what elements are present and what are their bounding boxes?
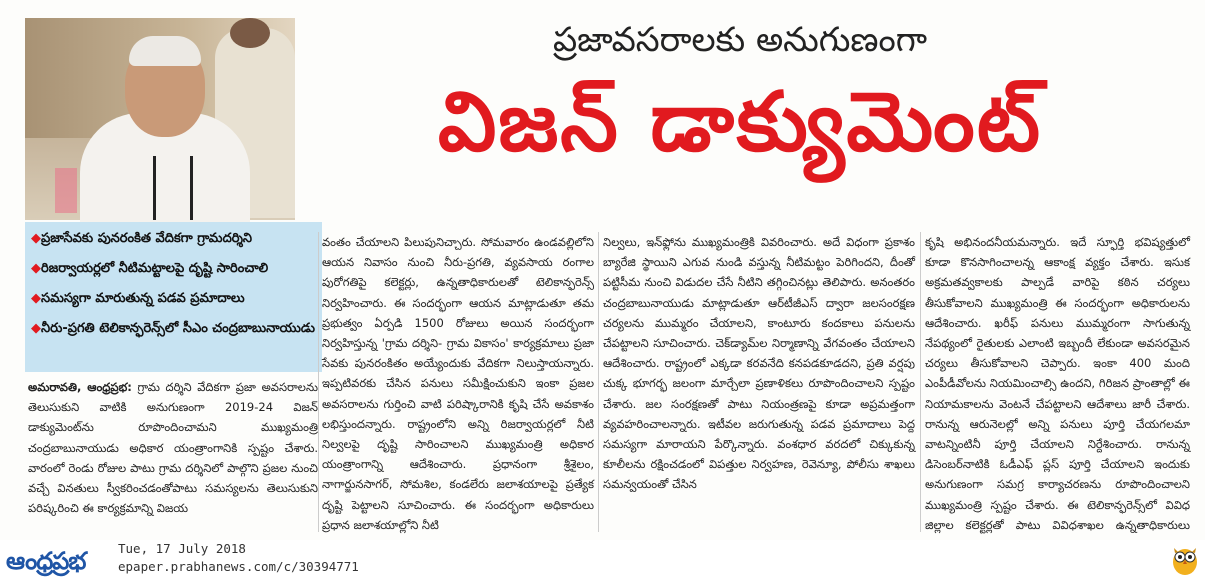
edition-date: Tue, 17 July 2018 [118,541,246,556]
clip-url[interactable]: epaper.prabhanews.com/c/30394771 [118,559,359,574]
microphone [190,156,193,220]
bullet-icon: ◆ [31,261,41,276]
highlight-item: ◆సమస్యగా మారుతున్న పడవ ప్రమాదాలు [31,291,245,306]
column-divider [598,232,599,532]
article-text: నిల్వలు, ఇన్‌ఫ్లో‌ను ముఖ్యమంత్రికి వివరించారు. అదే విధంగా ప్రకాశం బ్యారేజి స్థాయిని ఎగువ నుండి వస్తున్న నీటిమట్టం పెరిగిందని, దీంతో పట్టిసీమ నుంచి విడుదల చేసే నీటిని తగ్గించినట్లు తెలిపారు. అనంతరం చంద్రబాబునాయుడు మాట్లాడుతూ ఆర్‌టీజీఎస్ ద్వారా జలసంరక్షణ చర్యలను ముమ్మరం చేయాలని, కాంటూరు కందకాలు పనులను చేపట్టాలని సూచించారు. చెక్‌డ్యామ్‌ల నిర్మాణాన్ని వేగవంతం చేయాలని ఆదేశించారు. రాష్ట్రంలో ఎక్కడా కరవనేది కనపడకూడదని, ప్రతి వర్షపు చుక్క భూగర్భ జలంగా మార్చేలా ప్రణాళికలు రూపొందించాలని స్పష్టం చేశారు. జల సంరక్షణతో పాటు నియంత్రణపై కూడా అప్రమత్తంగా వ్యవహరించాలన్నారు. ఇటీవల జరుగుతున్న పడవ ప్రమాదాలు పెద్ద సమస్యగా మారాయని పేర్కొన్నారు. వంశధార వరదలో చిక్కుకున్న కూలీలను రక్షించడంలో విపత్తుల నిర్వహణ, రెవెన్యూ, పోలీసు శాఖలు సమన్వయంతో చేసిన [603,235,915,492]
article-kicker: ప్రజావసరాలకు అనుగుణంగా [552,20,928,60]
article-headline: విజన్ డాక్యుమెంట్ [437,75,1043,170]
article-text: గ్రామ దర్శిని వేదికగా ప్రజా అవసరాలను తెలుసుకుని వాటికి అనుగుణంగా 2019-24 విజన్ డాక్యుమెంట్‌ను రూపొందించామని ముఖ్యమంత్రి చంద్రబాబునాయుడు అధికార యంత్రాంగానికి స్పష్టం చేశారు. వారంలో రెండు రోజుల పాటు గ్రామ దర్శినిలో పాల్గొని ప్రజల నుంచి వచ్చే వినతులు స్వీకరించడంతోపాటు సమస్యలను తెలుసుకుని పరిష్కరించి ఈ కార్యక్రమాన్ని విజయ [28,380,318,516]
microphone [153,156,156,220]
article-text: కృషి అభినందనీయమన్నారు. ఇదే స్ఫూర్తి భవిష్యత్తులో కూడా కొనసాగించాలన్న ఆకాంక్ష వ్యక్తం చేశారు. ఇసుక అక్రమతవ్వకాలకు పాల్పడే వారిపై కఠిన చర్యలు తీసుకోవాలని ముఖ్యమంత్రి ఈ సందర్భంగా అధికారులను ఆదేశించారు. ఖరీఫ్ పనులు ముమ్మరంగా సాగుతున్న నేపథ్యంలో రైతులకు ఎలాంటి ఇబ్బందీ లేకుండా అవసరమైన చర్యలు తీసుకోవాలని చెప్పారు. ఇంకా 400 మంది ఎంపీడీవోలను నియమించాల్సి ఉందని, గిరిజన ప్రాంతాల్లో ఈ నియామకాలను వెంటనే చేపట్టాలని ఆదేశాలు జారీ చేశారు. రానున్న ఆరునెలల్లో అన్ని పనులు పూర్తి చేయగలమా వాటన్నింటినీ పూర్తి చేయాలని నిర్దేశించారు. రానున్న డిసెంబర్‌నాటికి ఓడీఎఫ్ ప్లస్ పూర్తి చేయాలని ఇందుకు అనుగుణంగా సమగ్ర కార్యాచరణను రూపొందించాలని ముఖ్యమంత్రి స్పష్టం చేశారు. ఈ టెలికాన్ఫరెన్స్‌లో వివిధ జిల్లాల కలెక్టర్లతో పాటు వివిధశాఖల ఉన్నతాధికారులు [925,235,1190,532]
highlights-box [25,222,322,372]
highlight-item: ◆రిజర్వాయర్లలో నీటిమట్టాలపై దృష్టి సారించాలి [31,261,269,276]
bullet-icon: ◆ [31,291,41,306]
article-column-2 [322,232,594,537]
owl-icon [1170,542,1200,576]
article-dateline: అమరావతి, ఆంధ్రప్రభ: [28,380,132,394]
photo-person-hair [129,36,201,66]
highlight-item: ◆నీరు-ప్రగతి టెలికాన్ఫరెన్స్‌లో సీఎం చంద్రబాబునాయుడు [31,321,315,336]
column-divider [920,232,921,532]
photo-background-person-head [230,18,270,48]
bullet-icon: ◆ [31,231,41,246]
column-divider [318,232,319,532]
prabha-logo[interactable]: ఆంధ్రప్రభ [6,546,86,575]
article-text: వంతం చేయాలని పిలుపునిచ్చారు. సోమవారం ఉండవల్లిలోని ఆయన నివాసం నుంచి నీరు-ప్రగతి, వ్యవసాయ రంగాల పురోగతిపై కలెక్టర్లు, ఉన్నతాధికారులతో టెలికాన్ఫరెన్స్ నిర్వహించారు. ఈ సందర్భంగా ఆయన మాట్లాడుతూ తమ ప్రభుత్వం ఏర్పడి 1500 రోజులు అయిన సందర్భంగా నిర్వహిస్తున్న 'గ్రామ దర్శిని- గ్రామ వికాసం' కార్యక్రమాలు ప్రజా సేవకు పునరంకితం అయ్యేందుకు వేదికగా నిలుస్తాయన్నారు. ఇప్పటివరకు చేసిన పనులు సమీక్షించుకుని ఇంకా ప్రజల అవసరాలను గుర్తించి వాటి పరిష్కారానికి కృషి చేసే అవకాశం లభిస్తుందన్నారు. రాష్ట్రంలోని అన్ని రిజర్వాయర్లలో నీటి నిల్వలపై దృష్టి సారించాలని ముఖ్యమంత్రి అధికార యంత్రాంగాన్ని ఆదేశించారు. ప్రధానంగా శ్రీశైలం, నాగార్జునసాగర్, సోమశిల, కండలేరు జలాశయాలపై ప్రత్యేక దృష్టి పెట్టాలని సూచించారు. ఈ సందర్భంగా అధికారులు ప్రధాన జలాశయాల్లోని నీటి [322,235,594,532]
water-glass [55,168,77,213]
highlight-item: ◆ప్రజాసేవకు పునరంకిత వేదికగా గ్రామదర్శిని [31,231,253,246]
edition-meta [118,540,359,576]
bullet-icon: ◆ [31,321,41,336]
article-column-1 [28,377,318,537]
epaper-footer [0,540,1205,578]
article-column-4 [925,232,1190,537]
cm-photo [25,18,295,220]
article-column-3 [603,232,915,537]
